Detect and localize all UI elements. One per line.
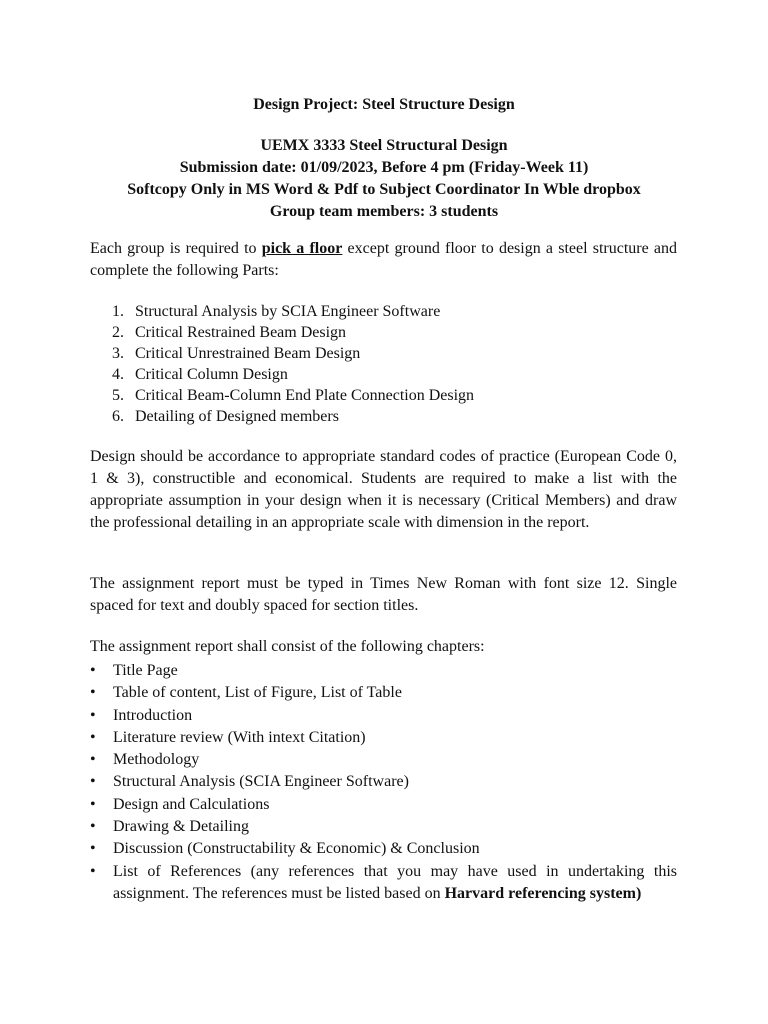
list-item [90, 816, 677, 838]
list-item-text: Methodology [113, 751, 200, 769]
list-item [90, 838, 677, 860]
list-item [90, 301, 677, 322]
list-item [90, 343, 677, 364]
bullet-icon: • [90, 662, 96, 679]
references-text-before: List of References (any references that you may have used in undertaking this assignment. The references must be listed based on [113, 862, 677, 902]
chapters-intro: The assignment report shall consist of the following chapters: [90, 638, 485, 655]
list-item [90, 705, 677, 727]
list-item-text: Critical Beam-Column End Plate Connection Design [135, 387, 475, 404]
submission-date-line: Submission date: 01/09/2023, Before 4 pm (Friday-Week 11) [179, 159, 589, 176]
bullet-icon: • [90, 684, 96, 702]
intro-emphasis: pick a floor [261, 240, 343, 257]
list-item [90, 749, 677, 771]
list-item-number: 4. [112, 366, 124, 383]
softcopy-line: Softcopy Only in MS Word & Pdf to Subject Coordinator In Wble dropbox [127, 181, 641, 198]
list-item-text: Table of content, List of Figure, List of Table [113, 684, 402, 702]
bullet-icon: • [90, 795, 96, 813]
list-item [90, 682, 677, 704]
list-item-number: 6. [112, 408, 124, 425]
course-code-line: UEMX 3333 Steel Structural Design [260, 137, 508, 154]
bullet-icon: • [90, 862, 96, 880]
list-item [90, 771, 677, 793]
references-system: Harvard referencing system [444, 884, 636, 902]
bullet-icon: • [90, 840, 96, 858]
list-item-text: Structural Analysis (SCIA Engineer Software) [113, 773, 409, 791]
list-item-number: 2. [112, 324, 124, 341]
document-title: Design Project: Steel Structure Design [253, 96, 515, 113]
list-item [90, 385, 677, 406]
list-item-text: Discussion (Constructability & Economic) & Conclusion [113, 840, 480, 858]
list-item-number: 1. [112, 303, 124, 320]
intro-text-before: Each group is required to [90, 240, 262, 257]
list-item-text: Detailing of Designed members [135, 408, 339, 425]
list-item-text: Critical Column Design [135, 366, 288, 383]
intro-paragraph [90, 238, 677, 282]
report-format-paragraph: The assignment report must be typed in Times New Roman with font size 12. Single spaced for text and doubly spaced for section titles. [90, 575, 677, 614]
bullet-icon: • [90, 818, 96, 836]
list-item-number: 3. [112, 345, 124, 362]
list-item [90, 794, 677, 816]
list-item [90, 861, 677, 906]
list-item [90, 727, 677, 749]
list-item-text: Literature review (With intext Citation) [113, 728, 366, 746]
bullet-icon: • [90, 706, 96, 724]
list-item [90, 322, 677, 343]
list-item-text: Introduction [113, 706, 193, 724]
list-item-text: Design and Calculations [113, 795, 270, 813]
parts-list [90, 301, 677, 427]
course-header [0, 135, 768, 223]
list-item-text: Title Page [113, 662, 178, 679]
chapters-list [90, 660, 677, 905]
list-item-text: Critical Restrained Beam Design [135, 324, 347, 341]
design-requirements-paragraph: Design should be accordance to appropriate standard codes of practice (European Code 0, 1 & 3), constructible and economical. Students are required to make a list with the appropriate assumption in your design when it is necessary (Critical Members) and draw the professional detailing in an appropriate scale with dimension in the report. [90, 448, 677, 531]
bullet-icon: • [90, 773, 96, 791]
references-text-after: ) [635, 884, 642, 902]
list-item [90, 660, 677, 682]
list-item-text: Drawing & Detailing [113, 818, 249, 836]
list-item [90, 364, 677, 385]
bullet-icon: • [90, 751, 96, 769]
group-members-line: Group team members: 3 students [269, 203, 499, 220]
list-item-text: Structural Analysis by SCIA Engineer Software [135, 303, 441, 320]
intro-text-after: except ground floor to design a steel structure and complete the following Parts: [90, 240, 678, 279]
list-item-text: Critical Unrestrained Beam Design [135, 345, 361, 362]
bullet-icon: • [90, 728, 96, 746]
list-item-number: 5. [112, 387, 124, 404]
list-item [90, 406, 677, 427]
